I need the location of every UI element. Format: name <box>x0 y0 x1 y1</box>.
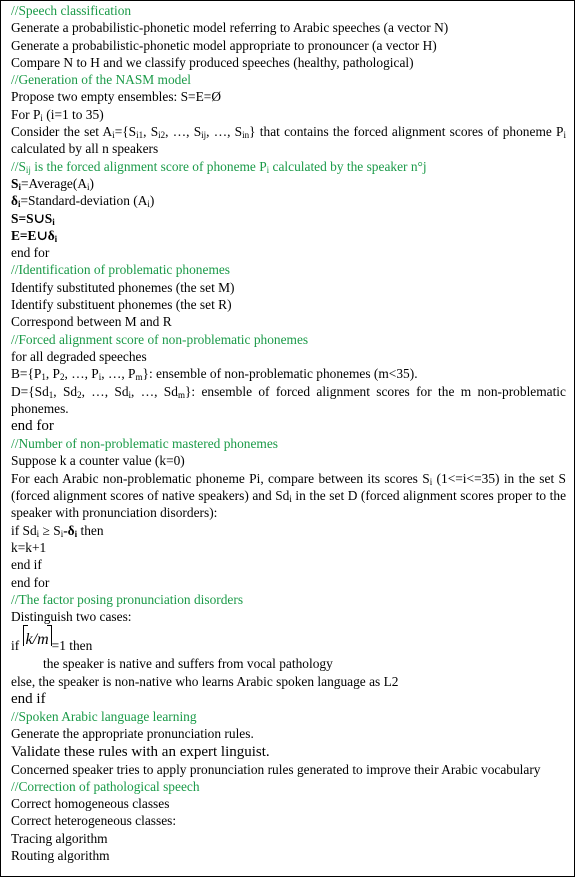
line-generate-model-h: Generate a probabilistic-phonetic model appropriate to pronouncer (a vector H) <box>11 37 437 53</box>
comment-sij-definition: $//S_{ij}$ is the forced alignment score of phoneme $P_i$ calculated by the speaker n°j <box>11 158 427 175</box>
line-for-each-arabic: For each Arabic non-problematic phoneme Pi, compare between its scores $S_i$ (1<=i<=35) in the set S (forced alignment scores of native speakers) and $Sd_i$ in the set D (forced alignment scores proper to the speaker with pronunciation disorders): <box>11 470 567 521</box>
line-end-if-2: end if <box>11 690 46 707</box>
comment-forced-alignment-score: //Forced alignment score of non-problematic phonemes <box>11 331 309 347</box>
line-correct-homogeneous: Correct homogeneous classes <box>11 796 170 812</box>
comment-generation-nasm: //Generation of the NASM model <box>11 72 191 88</box>
line-end-if-1: end if <box>11 557 42 573</box>
line-propose-ensembles: Propose two empty ensembles: S=E=Ø <box>11 89 221 105</box>
line-delta-std: $\delta_i=Standard$-deviation $(A_i)$ <box>11 193 155 210</box>
line-if-ceiling: if k/m =1 then <box>11 625 566 655</box>
line-distinguish-cases: Distinguish two cases: <box>11 609 132 625</box>
comment-identification-problematic: //Identification of problematic phonemes <box>11 262 231 278</box>
line-routing-algorithm: Routing algorithm <box>11 848 110 864</box>
line-end-for-2: end for <box>11 418 54 435</box>
line-k-increment: k=k+1 <box>11 539 47 555</box>
comment-spoken-arabic: //Spoken Arabic language learning <box>11 708 197 724</box>
line-set-d: $D=\{Sd_1$, $Sd_2$, …, $Sd_i$, …, $Sd_m$}: ensemble of forced alignment scores for the m non-problematic phonemes. <box>11 383 566 416</box>
line-for-pi: For $P_i$ (i=1 to 35) <box>11 106 104 123</box>
line-consider-set-ai: Consider the set $A_i=\{S_{i1}$, $S_{i2}$, …, $S_{ij}$, …, $S_{in}$} that contains the forced alignment scores of phoneme $P_i$ calculated by all n speakers <box>11 124 566 157</box>
line-native-pathology: the speaker is native and suffers from vocal pathology <box>43 656 333 672</box>
line-correct-heterogeneous: Correct heterogeneous classes: <box>11 813 177 829</box>
comment-speech-classification: //Speech classification <box>11 3 132 18</box>
line-s-union: $S=S\cup S_i$ <box>11 210 55 227</box>
comment-number-mastered: //Number of non-problematic mastered phonemes <box>11 436 278 452</box>
line-end-for-1: end for <box>11 245 50 261</box>
line-validate-rules: Validate these rules with an expert linguist. <box>11 743 270 760</box>
line-correspond-m-r: Correspond between M and R <box>11 314 172 330</box>
line-generate-rules: Generate the appropriate pronunciation rules. <box>11 726 254 742</box>
ceiling-fraction: k/m <box>23 631 52 648</box>
comment-correction-pathological: //Correction of pathological speech <box>11 778 200 794</box>
line-concerned-speaker: Concerned speaker tries to apply pronunciation rules generated to improve their Arabic vocabulary <box>11 761 541 777</box>
line-else-non-native: else, the speaker is non-native who learns Arabic spoken language as L2 <box>11 673 399 689</box>
line-compare-n-h: Compare N to H and we classify produced speeches (healthy, pathological) <box>11 54 414 70</box>
line-e-union: $E=E\cup\delta_i$ <box>11 227 58 244</box>
line-end-for-3: end for <box>11 574 50 590</box>
line-set-b: $B=\{P_1$, $P_2$, …, $P_i$, …, $P_m$}: ensemble of non-problematic phonemes (m<35). <box>11 366 418 383</box>
line-si-average: $S_i=Average(A_i)$ <box>11 175 94 192</box>
line-suppose-k: Suppose k a counter value (k=0) <box>11 453 185 469</box>
line-tracing-algorithm: Tracing algorithm <box>11 830 108 846</box>
line-identify-substituted: Identify substituted phonemes (the set M) <box>11 279 235 295</box>
line-if-sdi: if $Sd_i \ge S_i-\delta_i$ then <box>11 522 104 539</box>
line-identify-substituent: Identify substituent phonemes (the set R) <box>11 297 232 313</box>
line-for-all-degraded: for all degraded speeches <box>11 348 147 364</box>
comment-factor-disorders: //The factor posing pronunciation disorders <box>11 591 244 607</box>
line-generate-model-n: Generate a probabilistic-phonetic model referring to Arabic speeches (a vector N) <box>11 20 449 36</box>
